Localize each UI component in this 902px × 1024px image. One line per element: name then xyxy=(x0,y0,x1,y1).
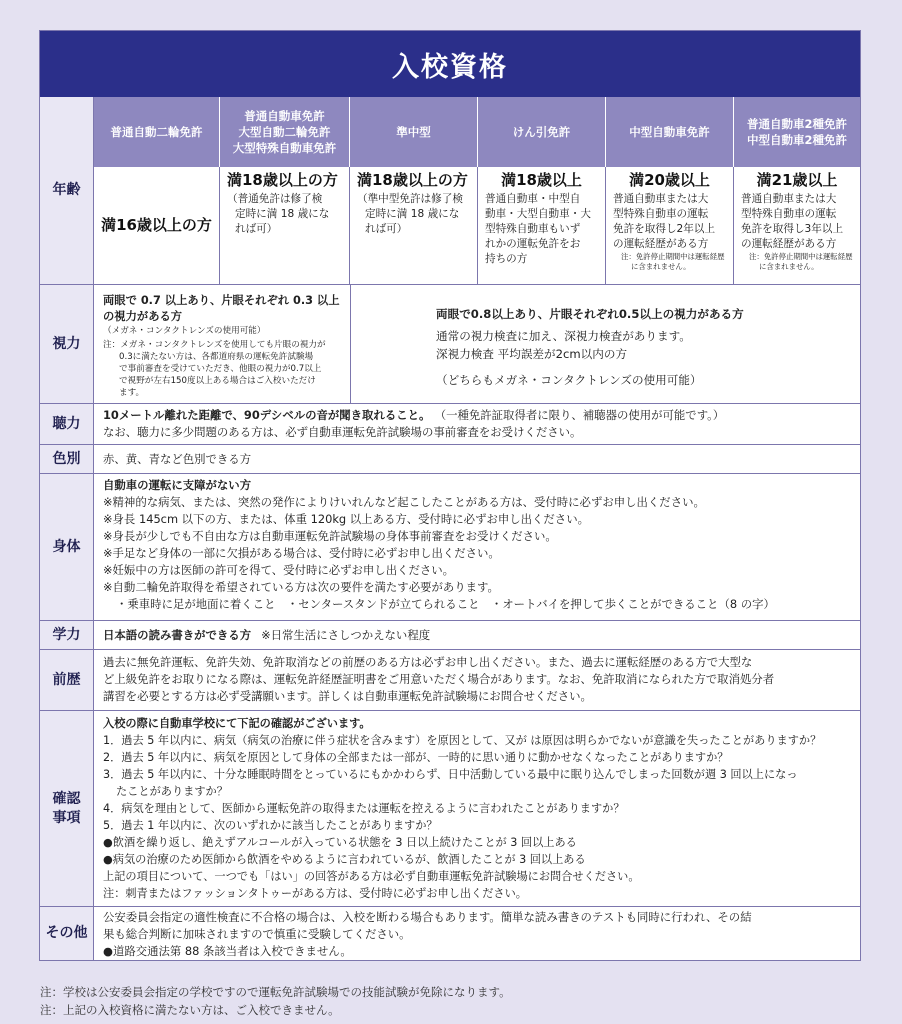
history-line: 講習を必要とする方は必ず受講願います。詳しくは自動車運転免許試験場にお問合せください。 xyxy=(103,689,592,703)
age-detail: れば可） xyxy=(235,223,278,235)
age-detail: 普通自動車または大 xyxy=(613,193,709,205)
age-detail: 型特殊自動車もいず xyxy=(485,223,581,235)
age-cell-4 xyxy=(606,167,734,284)
vision-main: 両眼で0.8以上あり、片眼それぞれ0.5以上の視力がある方 xyxy=(436,307,744,321)
license-header-text: 中型自動車2種免許 xyxy=(746,133,847,147)
license-header-text: 中型自動車免許 xyxy=(629,125,710,139)
label-hearing: 聴力 xyxy=(40,404,94,444)
age-detail: れかの運転免許をお xyxy=(485,238,581,250)
body-item: ※妊娠中の方は医師の許可を得て、受付時に必ずお申し出ください。 xyxy=(103,563,455,577)
age-detail: 普通自動車・中型自 xyxy=(485,193,581,205)
label-confirm-line: 事項 xyxy=(52,809,81,826)
divider xyxy=(40,620,860,621)
vision-note: ます。 xyxy=(119,388,145,398)
age-detail: 動車・大型自動車・大 xyxy=(485,208,591,220)
body-item: ※身長が少しでも不自由な方は自動車運転免許試験場の身体事前審査をお受けください。 xyxy=(103,529,557,543)
age-detail: 普通自動車または大 xyxy=(741,193,837,205)
license-header-text: 準中型 xyxy=(396,125,431,139)
body-content xyxy=(103,477,850,613)
divider xyxy=(40,284,860,285)
hearing-line2: なお、聴力に多少問題のある方は、必ず自動車運転免許試験場の事前審査をお受けください。 xyxy=(103,425,582,439)
history-line: ど上級免許をお取りになる際は、運転免許経歴証明書をご用意いただく場合があります。なお、免許取消になられた方で取消処分者 xyxy=(103,672,775,686)
label-color: 色別 xyxy=(40,445,94,473)
divider xyxy=(350,285,351,403)
age-requirement: 満18歳以上 xyxy=(501,171,582,189)
hearing-main: 10メートル離れた距離で、90デシベルの音が聞き取れること。 xyxy=(103,408,431,422)
license-header-4 xyxy=(606,97,734,167)
vision-line: 深視力検査 平均誤差が2cm以内の方 xyxy=(436,347,628,361)
label-other: その他 xyxy=(40,907,94,960)
color-content: 赤、黄、青など色別できる方 xyxy=(103,452,252,466)
vision-others xyxy=(436,305,744,389)
age-requirement: 満18歳以上の方 xyxy=(357,171,468,189)
vision-note: で事前審査を受けていただき、他眼の視力が0.7以上 xyxy=(119,364,322,374)
label-history: 前歴 xyxy=(40,650,94,710)
other-line: 果も総合判断に加味されますので慎重に受験してください。 xyxy=(103,927,411,941)
age-detail: 定時に満 18 歳にな xyxy=(365,208,460,220)
label-body: 身体 xyxy=(40,474,94,620)
license-header-text: けん引免許 xyxy=(512,125,571,139)
other-line: 公安委員会指定の適性検査に不合格の場合は、入校を断わる場合もあります。簡単な読み書きのテストも同時に行われ、その結 xyxy=(103,910,752,924)
hearing-sub: （一種免許証取得者に限り、補聴器の使用が可能です。） xyxy=(440,408,725,422)
age-note: に含まれません。 xyxy=(631,262,691,271)
license-header-text: 普通自動車免許 xyxy=(244,109,325,123)
age-detail: の運転経歴がある方 xyxy=(741,238,837,250)
body-item: ※手足など身体の一部に欠損がある場合は、受付時に必ずお申し出ください。 xyxy=(103,546,500,560)
age-detail: （準中型免許は修了検 xyxy=(357,193,463,205)
age-detail: 型特殊自動車の運転 xyxy=(613,208,709,220)
age-requirement: 満18歳以上の方 xyxy=(227,171,338,189)
age-detail: 定時に満 18 歳にな xyxy=(235,208,330,220)
age-requirement: 満16歳以上の方 xyxy=(101,216,212,234)
history-line: 過去に無免許運転、免許失効、免許取消などの前歴のある方は必ずお申し出ください。また、過去に運転経歴のある方で大型な xyxy=(103,655,753,669)
license-header-text: 大型特殊自動車免許 xyxy=(232,141,337,155)
confirm-note: 注：刺青またはファッションタトゥーがある方は、受付時に必ずお申し出ください。 xyxy=(103,887,527,900)
license-header-3 xyxy=(478,97,606,167)
age-note: 注：免許停止期間中は運転経歴 xyxy=(621,252,725,261)
age-cell-2 xyxy=(350,167,478,284)
divider xyxy=(40,403,860,404)
age-note: 注：免許停止期間中は運転経歴 xyxy=(749,252,853,261)
vision-main: 両眼で 0.7 以上あり、片眼それぞれ 0.3 以上 xyxy=(103,294,340,307)
age-detail: 型特殊自動車の運転 xyxy=(741,208,837,220)
age-requirement: 満20歳以上 xyxy=(629,171,710,189)
confirm-question: たことがありますか？ xyxy=(116,785,228,798)
age-detail: れば可） xyxy=(365,223,408,235)
other-content xyxy=(103,909,850,960)
divider xyxy=(40,906,860,907)
confirm-question: 2．過去 5 年以内に、病気を原因として身体の全部または一部が、一時的に思い通りに動かせなくなったことがありますか？ xyxy=(103,751,729,764)
confirm-question: 1．過去 5 年以内に、病気（病気の治療に伴う症状を含みます）を原因として、又が は原因は明らかでないが意識を失ったことがありますか？ xyxy=(103,734,822,747)
confirm-bullet: ●飲酒を繰り返し、絶えずアルコールが入っている状態を 3 日以上続けたことが 3 回以上ある xyxy=(103,836,577,849)
other-line: ●道路交通法第 88 条該当者は入校できません。 xyxy=(103,944,352,958)
label-confirm-line: 確認 xyxy=(52,791,81,808)
vision-main: の視力がある方 xyxy=(103,310,183,323)
page-title: 入校資格 xyxy=(40,31,860,97)
license-header-text: 普通自動二輪免許 xyxy=(110,125,203,139)
age-cell-3 xyxy=(478,167,606,284)
vision-note: で視野が左右150度以上ある場合はご入校いただけ xyxy=(119,376,316,386)
age-cell-5 xyxy=(734,167,860,284)
age-cell-0 xyxy=(94,167,220,284)
divider xyxy=(40,649,860,650)
confirm-question: 3．過去 5 年以内に、十分な睡眠時間をとっているにもかかわらず、日中活動している最中に眠り込んでしまった回数が週 3 回以上になっ xyxy=(103,768,798,781)
label-age: 年齢 xyxy=(40,97,94,284)
vision-line: 通常の視力検査に加え、深視力検査があります。 xyxy=(436,329,691,343)
vision-motorcycle xyxy=(103,293,349,399)
vision-sub: （メガネ・コンタクトレンズの使用可能） xyxy=(103,326,266,336)
confirm-question: 5．過去 1 年以内に、次のいずれかに該当したことがありますか？ xyxy=(103,819,438,832)
hearing-content xyxy=(103,407,850,441)
footer-note: 注：上記の入校資格に満たない方は、ご入校できません。 xyxy=(40,1003,340,1017)
body-requirements: ・乗車時に足が地面に着くこと ・センタースタンドが立てられること ・オートバイを押して歩くことができること（8 の字） xyxy=(116,597,775,611)
confirm-title: 入校の際に自動車学校にて下記の確認がございます。 xyxy=(103,717,371,730)
label-vision: 視力 xyxy=(40,285,94,403)
confirm-content xyxy=(103,715,850,902)
age-detail: （普通免許は修了検 xyxy=(227,193,323,205)
label-confirm xyxy=(40,711,94,906)
confirm-bullet: ●病気の治療のため医師から飲酒をやめるように言われているが、飲酒したことが 3 回以上ある xyxy=(103,853,586,866)
vision-note: 注：メガネ・コンタクトレンズを使用しても片眼の視力が xyxy=(103,340,326,350)
age-detail: 免許を取得し2年以上 xyxy=(613,223,716,235)
footer-note: 注：学校は公安委員会指定の学校ですので運転免許試験場での技能試験が免除になります。 xyxy=(40,985,511,999)
license-header-1 xyxy=(220,97,350,167)
divider xyxy=(40,444,860,445)
admission-requirements-table xyxy=(39,30,861,961)
vision-note: 0.3に満たない方は、各都道府県の運転免許試験場 xyxy=(119,352,314,362)
divider xyxy=(40,473,860,474)
confirm-question: 4．病気を理由として、医師から運転免許の取得または運転を控えるように言われたことがありますか？ xyxy=(103,802,625,815)
body-item: ※精神的な病気、または、突然の発作によりけいれんなど起こしたことがある方は、受付時に必ずお申し出ください。 xyxy=(103,495,705,509)
license-header-2 xyxy=(350,97,478,167)
license-header-0 xyxy=(94,97,220,167)
license-header-text: 大型自動二輪免許 xyxy=(238,125,331,139)
vision-note: （どちらもメガネ・コンタクトレンズの使用可能） xyxy=(436,373,702,387)
age-detail: の運転経歴がある方 xyxy=(613,238,709,250)
body-item: ※自動二輪免許取得を希望されている方は次の要件を満たす必要があります。 xyxy=(103,580,499,594)
license-header-5 xyxy=(734,97,860,167)
age-cell-1 xyxy=(220,167,350,284)
academic-main: 日本語の読み書きができる方 xyxy=(103,628,252,642)
license-header-text: 普通自動車2種免許 xyxy=(746,117,847,131)
academic-content xyxy=(103,627,850,644)
body-title: 自動車の運転に支障がない方 xyxy=(103,478,252,492)
age-detail: 持ちの方 xyxy=(485,253,528,265)
age-detail: 免許を取得し3年以上 xyxy=(741,223,844,235)
confirm-summary: 上記の項目について、一つでも「はい」の回答がある方は必ず自動車運転免許試験場にお問合せください。 xyxy=(103,870,640,883)
divider xyxy=(40,710,860,711)
age-requirement: 満21歳以上 xyxy=(756,171,838,189)
history-content xyxy=(103,654,850,705)
age-note: に含まれません。 xyxy=(759,262,819,271)
label-academic: 学力 xyxy=(40,621,94,649)
academic-note: ※日常生活にさしつかえない程度 xyxy=(261,628,431,642)
body-item: ※身長 145cm 以下の方、または、体重 120kg 以上ある方、受付時に必ずお申し出ください。 xyxy=(103,512,589,526)
